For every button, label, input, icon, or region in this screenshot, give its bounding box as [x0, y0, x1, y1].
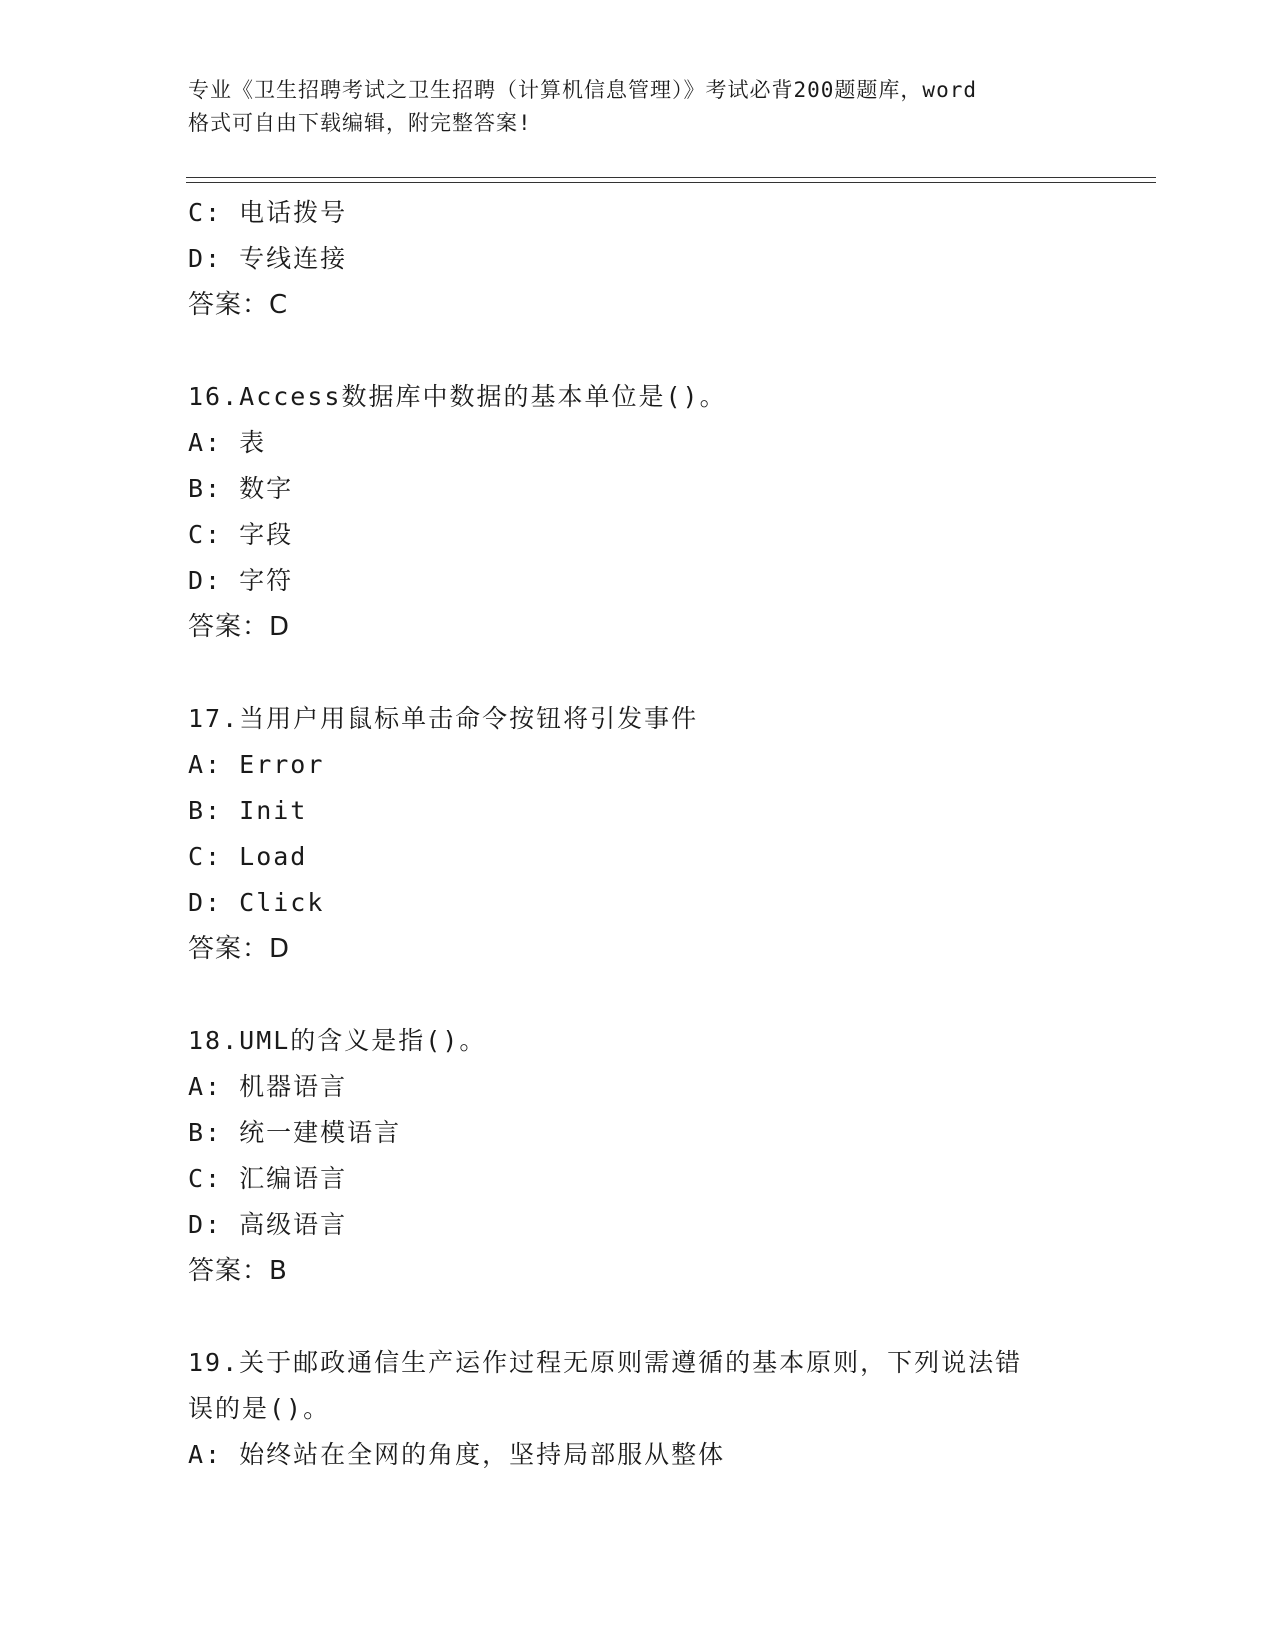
- question-15-continuation: [188, 190, 1088, 328]
- option-a: A: Error: [188, 750, 325, 779]
- option-a: A: 始终站在全网的角度，坚持局部服从整体: [188, 1440, 726, 1469]
- header-line-1: 专业《卫生招聘考试之卫生招聘（计算机信息管理）》考试必背200题题库，word: [188, 78, 977, 102]
- option-a: A: 机器语言: [188, 1072, 348, 1101]
- question-title-line-1: 19.关于邮政通信生产运作过程无原则需遵循的基本原则，下列说法错: [188, 1348, 1023, 1377]
- question-17: [188, 696, 1088, 972]
- option-d: D: Click: [188, 888, 325, 917]
- option-d: D: 专线连接: [188, 244, 348, 273]
- document-header: [188, 74, 1088, 140]
- option-c: C: 电话拨号: [188, 198, 348, 227]
- option-b: B: 统一建模语言: [188, 1118, 402, 1147]
- option-d: D: 字符: [188, 566, 294, 595]
- question-title: 16.Access数据库中数据的基本单位是()。: [188, 382, 727, 411]
- question-18: [188, 1018, 1088, 1294]
- answer-line: 答案：B: [188, 1256, 288, 1286]
- question-title-line-2: 误的是()。: [188, 1394, 331, 1423]
- answer-line: 答案：D: [188, 934, 291, 964]
- question-19: [188, 1340, 1088, 1478]
- header-divider-top: [186, 177, 1156, 178]
- header-line-2: 格式可自由下载编辑，附完整答案!: [188, 111, 532, 135]
- spacer: [188, 328, 1088, 374]
- question-16: [188, 374, 1088, 650]
- option-a: A: 表: [188, 428, 267, 457]
- option-c: C: 汇编语言: [188, 1164, 348, 1193]
- question-title: 17.当用户用鼠标单击命令按钮将引发事件: [188, 704, 699, 733]
- option-c: C: Load: [188, 842, 308, 871]
- spacer: [188, 972, 1088, 1018]
- option-d: D: 高级语言: [188, 1210, 348, 1239]
- question-title: 18.UML的含义是指()。: [188, 1026, 487, 1055]
- spacer: [188, 1294, 1088, 1340]
- option-b: B: 数字: [188, 474, 294, 503]
- answer-line: 答案：C: [188, 290, 289, 320]
- option-b: B: Init: [188, 796, 308, 825]
- spacer: [188, 650, 1088, 696]
- question-list: [188, 190, 1088, 1478]
- option-c: C: 字段: [188, 520, 294, 549]
- header-divider-bottom: [186, 182, 1156, 183]
- answer-line: 答案：D: [188, 612, 291, 642]
